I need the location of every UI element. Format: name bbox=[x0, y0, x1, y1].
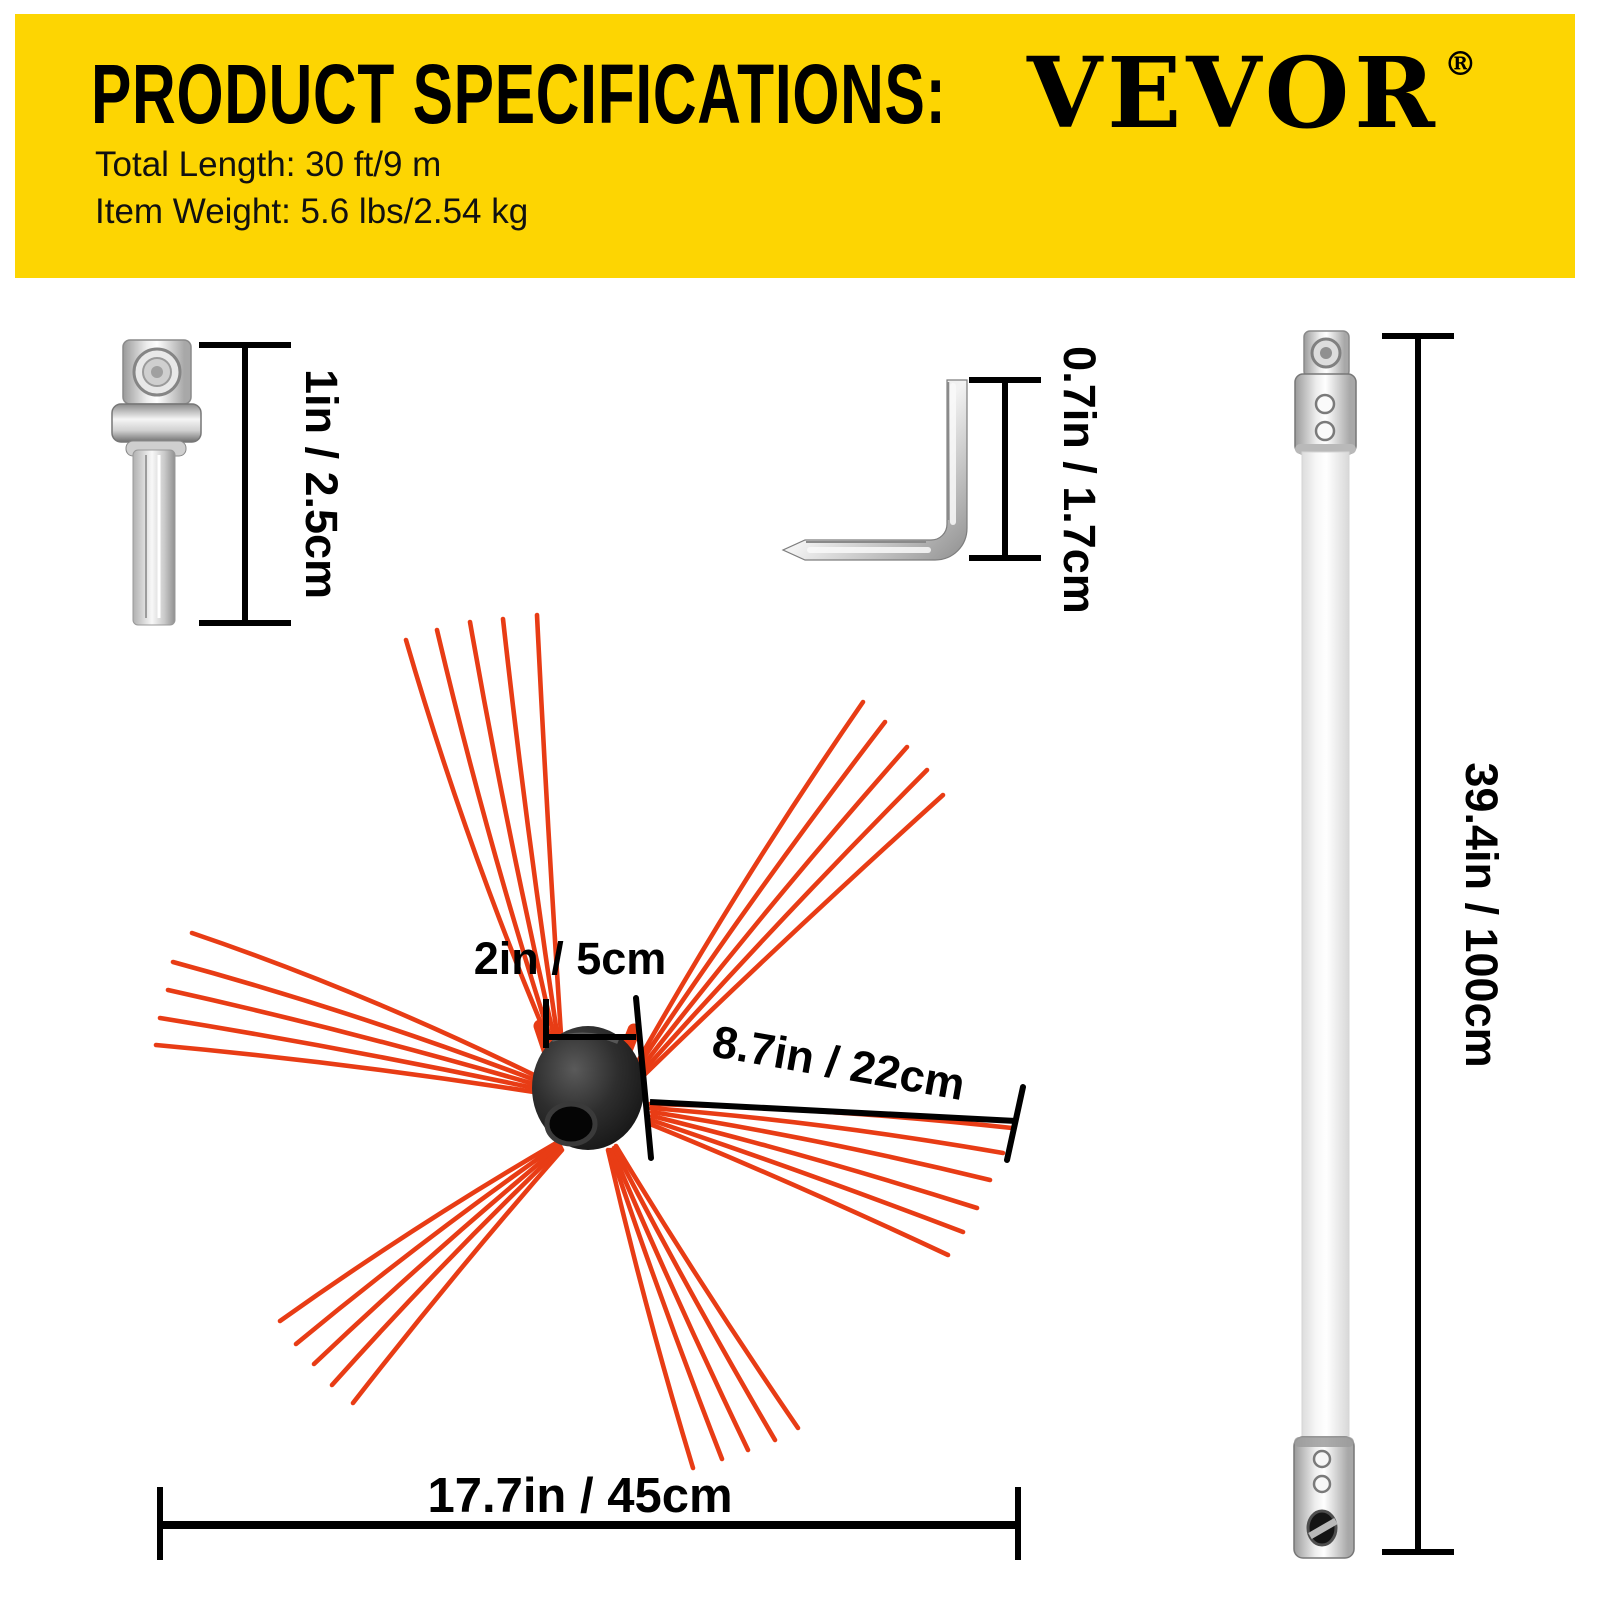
extension-rod-illustration bbox=[1294, 331, 1356, 1558]
rod-pin-hole bbox=[1314, 1476, 1330, 1492]
adapter-dimension-label: 1in / 2.5cm bbox=[296, 368, 347, 600]
spec-item-weight: Item Weight: 5.6 lbs/2.54 kg bbox=[95, 191, 529, 231]
rod-pin-hole bbox=[1314, 1451, 1330, 1467]
rod-dimension-label: 39.4in / 100cm bbox=[1456, 762, 1507, 1068]
brush-width-dimension-label: 17.7in / 45cm bbox=[427, 1469, 733, 1523]
hub-socket-hole bbox=[547, 1104, 595, 1144]
hex-key-illustration bbox=[783, 380, 967, 560]
rod-shaft bbox=[1302, 452, 1349, 1440]
hex-key-dimension-label: 0.7in / 1.7cm bbox=[1054, 346, 1105, 614]
brand-name: VEVOR bbox=[1027, 36, 1440, 150]
rod-pin-hole bbox=[1316, 422, 1334, 440]
page-title: PRODUCT SPECIFICATIONS: bbox=[91, 47, 947, 141]
registered-trademark-icon: ® bbox=[1443, 44, 1477, 83]
spec-total-length: Total Length: 30 ft/9 m bbox=[95, 145, 442, 184]
bristle-dimension-label: 8.7in / 22cm bbox=[708, 1015, 969, 1111]
hub-dimension-label: 2in / 5cm bbox=[473, 933, 667, 984]
hex-key-dimension bbox=[969, 346, 1105, 614]
rod-pin-hole bbox=[1316, 395, 1334, 413]
drill-adapter-illustration bbox=[112, 340, 201, 625]
brush-width-dimension bbox=[160, 1469, 1018, 1560]
adapter-dimension bbox=[199, 345, 347, 623]
rod-dimension bbox=[1382, 336, 1507, 1552]
